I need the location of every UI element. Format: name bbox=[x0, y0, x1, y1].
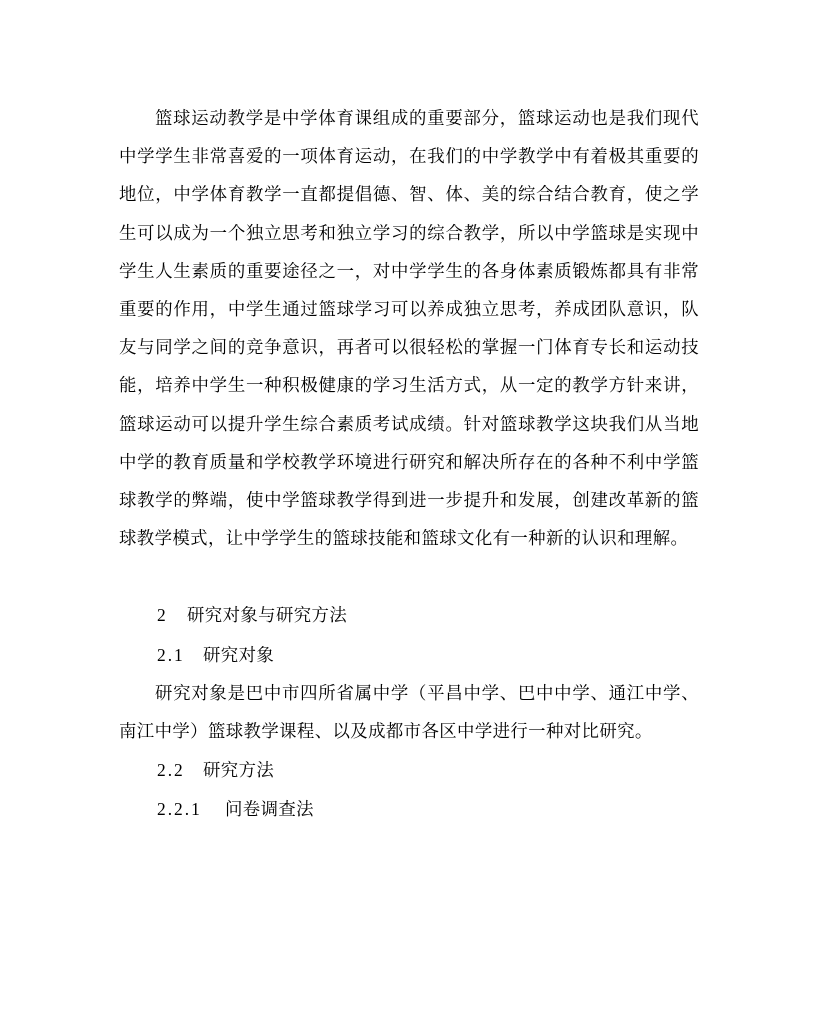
section-heading-2 bbox=[119, 596, 699, 635]
document-body bbox=[119, 100, 699, 830]
section-title: 问卷调查法 bbox=[225, 800, 314, 821]
paragraph-spacer bbox=[119, 558, 699, 596]
section-title: 研究对象与研究方法 bbox=[187, 606, 348, 627]
intro-paragraph: 篮球运动教学是中学体育课组成的重要部分，篮球运动也是我们现代中学学生非常喜爱的一项体育运动，在我们的中学教学中有着极其重要的地位，中学体育教学一直都提倡德、智、体、美的综合结合教育，使之学生可以成为一个独立思考和独立学习的综合教学，所以中学篮球是实现中学生人生素质的重要途径之一，对中学学生的各身体素质锻炼都具有非常重要的作用，中学生通过篮球学习可以养成独立思考，养成团队意识，队友与同学之间的竞争意识，再者可以很轻松的掌握一门体育专长和运动技能，培养中学生一种积极健康的学习生活方式，从一定的教学方针来讲，篮球运动可以提升学生综合素质考试成绩。针对篮球教学这块我们从当地中学的教育质量和学校教学环境进行研究和解决所存在的各种不利中学篮球教学的弊端，使中学篮球教学得到进一步提升和发展，创建改革新的篮球教学模式，让中学学生的篮球技能和篮球文化有一种新的认识和理解。 bbox=[119, 109, 699, 550]
section-heading-2-1 bbox=[119, 636, 699, 675]
section-heading-2-2 bbox=[119, 751, 699, 790]
section-title: 研究方法 bbox=[203, 761, 275, 782]
section-heading-2-2-1 bbox=[119, 790, 699, 829]
section-title: 研究对象 bbox=[203, 645, 275, 666]
section-number: 2.2 bbox=[157, 760, 185, 781]
section-number: 2 bbox=[157, 605, 168, 626]
section-number: 2.1 bbox=[157, 644, 185, 665]
subjects-paragraph: 研究对象是巴中市四所省属中学（平昌中学、巴中中学、通江中学、南江中学）篮球教学课程、以及成都市各区中学进行一种对比研究。 bbox=[119, 683, 699, 743]
section-number: 2.2.1 bbox=[157, 799, 202, 820]
